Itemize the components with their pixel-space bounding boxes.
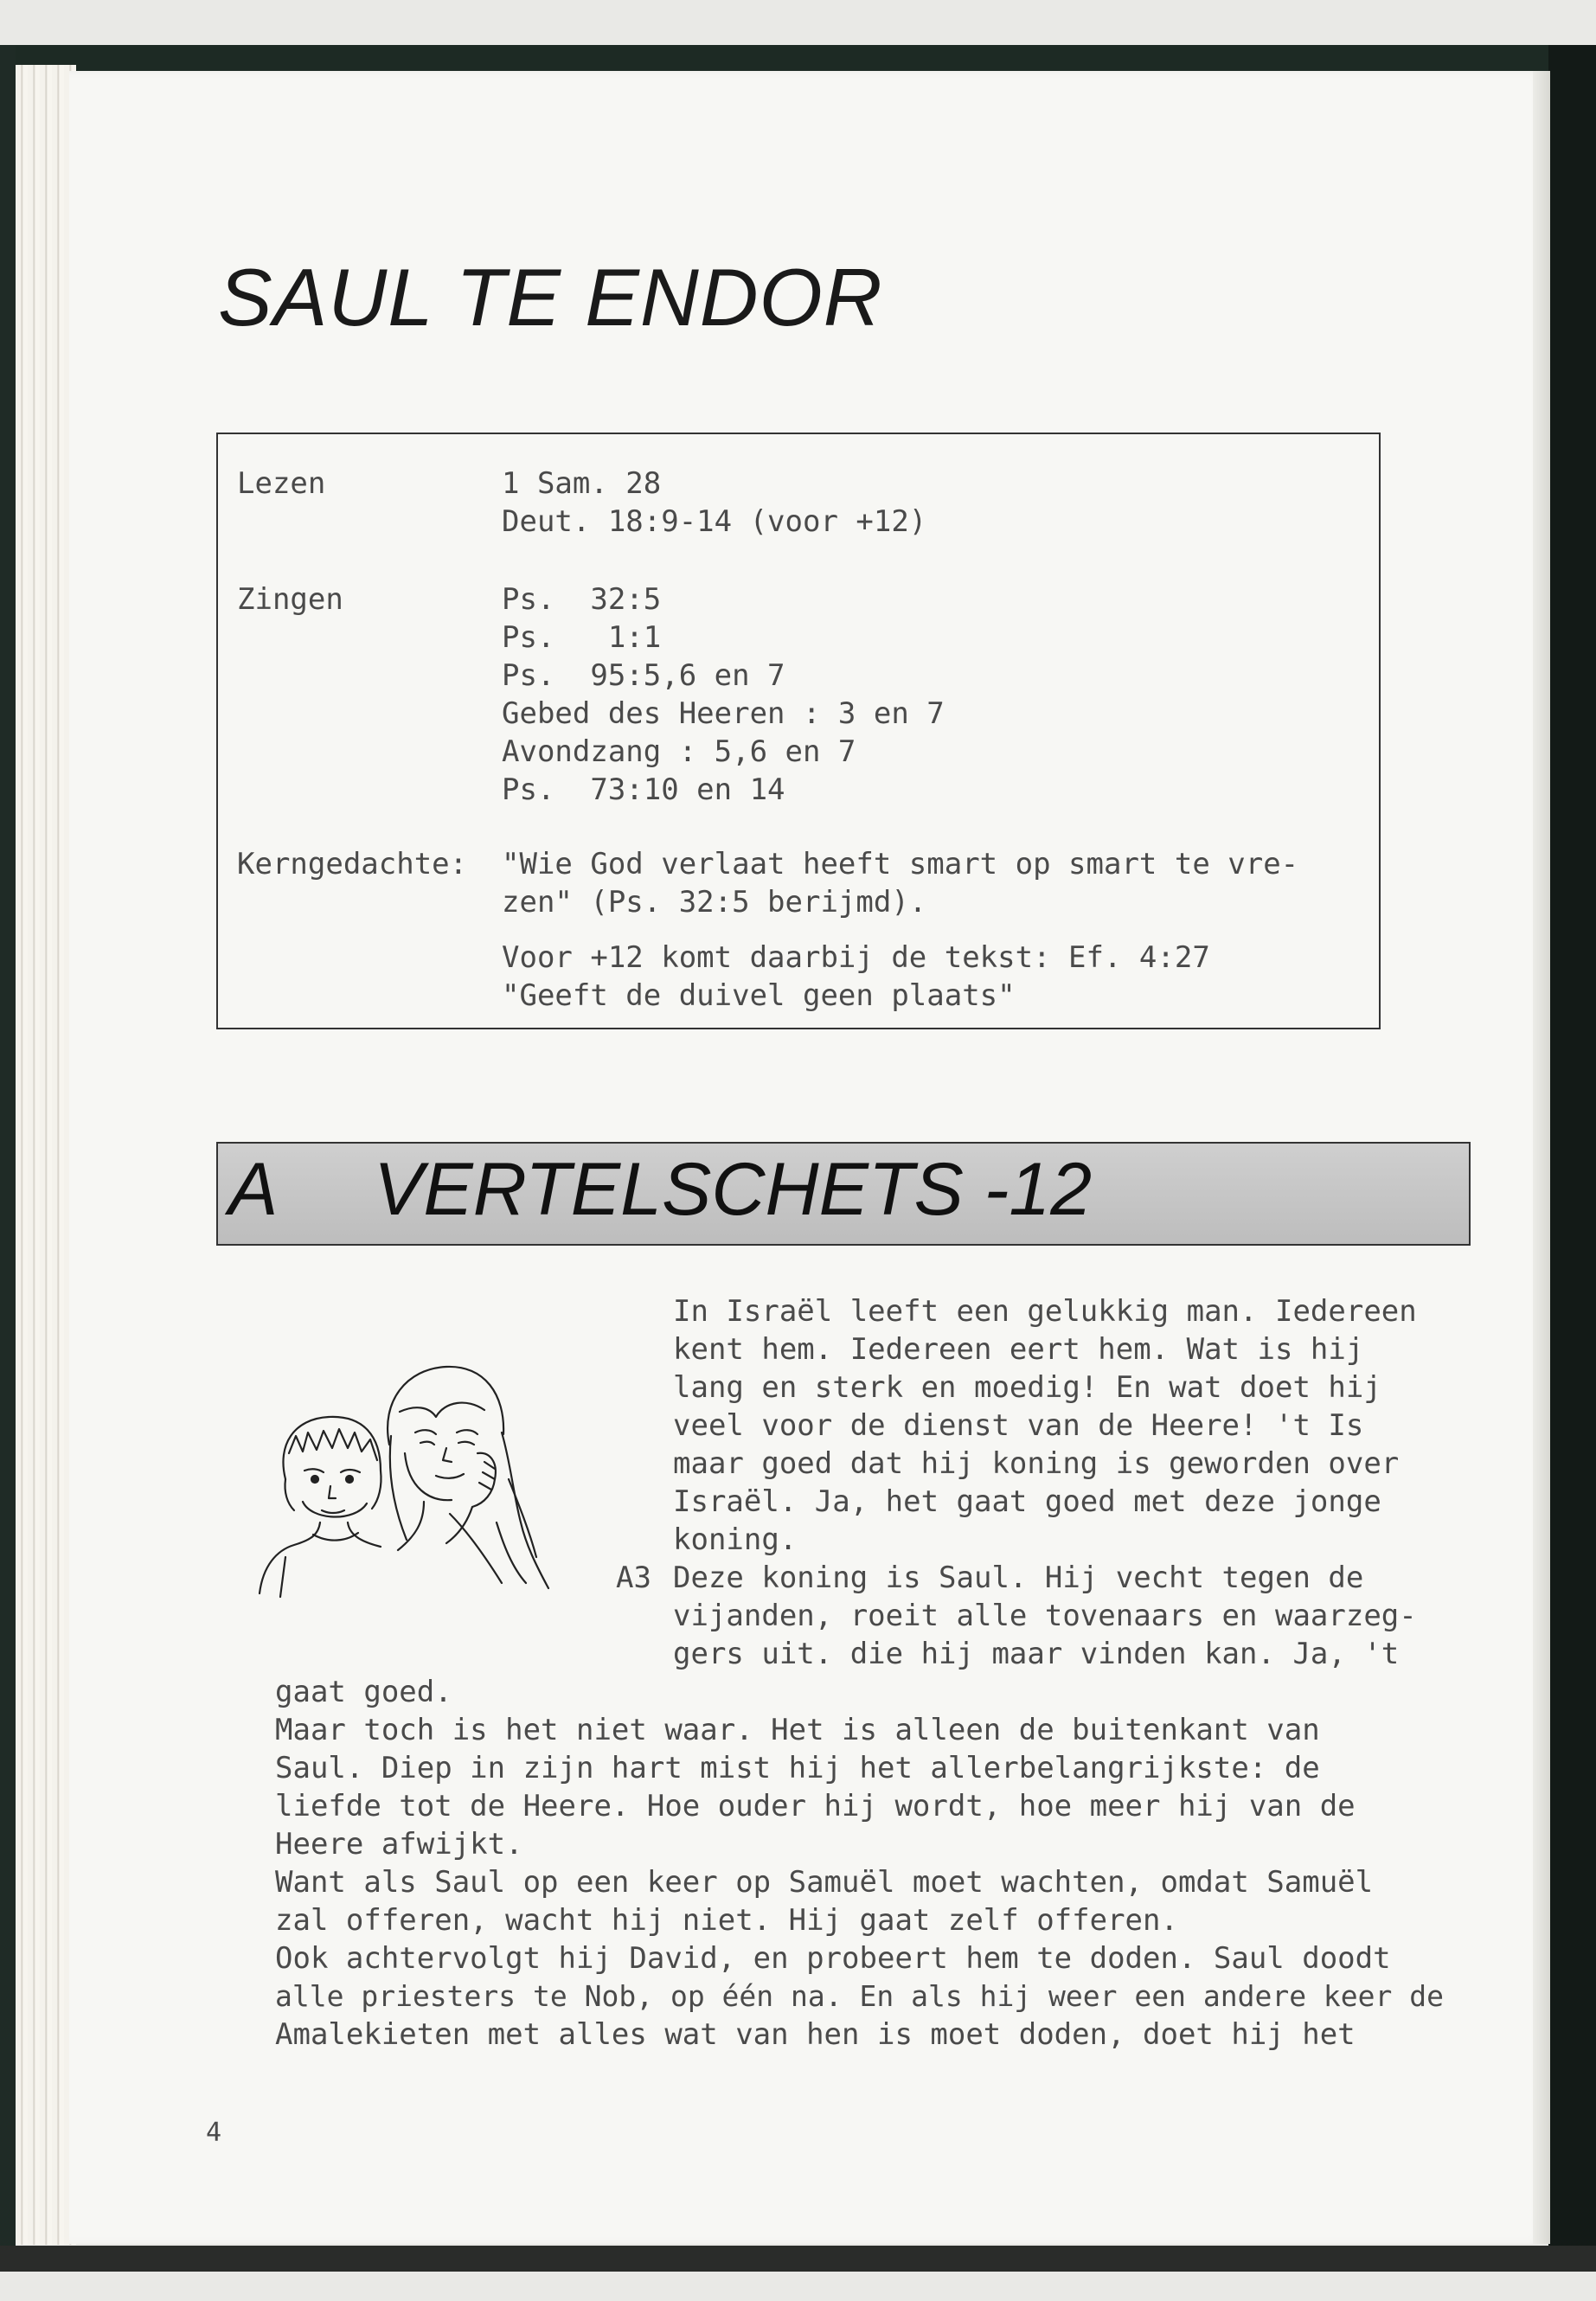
- text-line: maar goed dat hij koning is geworden over: [673, 1446, 1400, 1481]
- lezen-label: Lezen: [237, 466, 326, 501]
- children-illustration: [251, 1349, 562, 1600]
- extra-text: "Geeft de duivel geen plaats": [502, 978, 1016, 1013]
- zingen-item: Ps. 95:5,6 en 7: [502, 658, 785, 693]
- text-line: gers uit. die hij maar vinden kan. Ja, 't: [673, 1637, 1400, 1671]
- text-line: Heere afwijkt.: [275, 1827, 523, 1862]
- text-line: Maar toch is het niet waar. Het is alleen de buitenkant van: [275, 1713, 1320, 1747]
- kern-label: Kerngedachte:: [237, 847, 468, 881]
- section-header: [216, 1142, 1471, 1246]
- kern-text: zen" (Ps. 32:5 berijmd).: [502, 885, 927, 920]
- text-line: Want als Saul op een keer op Samuël moet wachten, omdat Samuël: [275, 1865, 1374, 1900]
- text-line: vijanden, roeit alle tovenaars en waarzeg-: [673, 1599, 1417, 1633]
- zingen-item: Ps. 32:5: [502, 582, 662, 617]
- text-line: lang en sterk en moedig! En wat doet hij: [673, 1370, 1381, 1405]
- zingen-item: Ps. 73:10 en 14: [502, 772, 785, 807]
- margin-reference: A3: [616, 1561, 651, 1595]
- text-line: In Israël leeft een gelukkig man. Iedereen: [673, 1294, 1417, 1329]
- book-cover-bottom: [0, 2246, 1596, 2272]
- book-cover-right: [1548, 45, 1596, 2259]
- text-line: kent hem. Iedereen eert hem. Wat is hij: [673, 1332, 1364, 1367]
- kern-text: "Wie God verlaat heeft smart op smart te vre-: [502, 847, 1299, 881]
- page-title: SAUL TE ENDOR: [218, 252, 883, 343]
- section-title: VERTELSCHETS -12: [374, 1148, 1093, 1231]
- text-line: Ook achtervolgt hij David, en probeert hem te doden. Saul doodt: [275, 1941, 1391, 1976]
- page-edges: [16, 65, 76, 2245]
- zingen-item: Gebed des Heeren : 3 en 7: [502, 696, 945, 731]
- zingen-label: Zingen: [237, 582, 343, 617]
- book-cover-left: [0, 45, 16, 2259]
- lezen-item: Deut. 18:9-14 (voor +12): [502, 504, 927, 539]
- text-line: gaat goed.: [275, 1675, 452, 1709]
- text-line: veel voor de dienst van de Heere! 't Is: [673, 1408, 1364, 1443]
- text-line: Saul. Diep in zijn hart mist hij het allerbelangrijkste: de: [275, 1751, 1320, 1785]
- text-line: Amalekieten met alles wat van hen is moet doden, doet hij het: [275, 2017, 1356, 2052]
- page-gutter: [1533, 71, 1550, 2244]
- text-line: alle priesters te Nob, op één na. En als hij weer een andere keer de: [275, 1979, 1445, 2013]
- section-letter: A: [228, 1148, 279, 1231]
- book-cover-top: [0, 45, 1596, 74]
- zingen-item: Ps. 1:1: [502, 620, 662, 655]
- page-number: 4: [206, 2118, 222, 2148]
- text-line: zal offeren, wacht hij niet. Hij gaat zelf offeren.: [275, 1903, 1178, 1938]
- text-line: Deze koning is Saul. Hij vecht tegen de: [673, 1561, 1364, 1595]
- text-line: koning.: [673, 1522, 798, 1557]
- lezen-item: 1 Sam. 28: [502, 466, 662, 501]
- text-line: Israël. Ja, het gaat goed met deze jonge: [673, 1484, 1381, 1519]
- extra-text: Voor +12 komt daarbij de tekst: Ef. 4:27: [502, 940, 1210, 975]
- info-box: [216, 433, 1381, 1029]
- text-line: liefde tot de Heere. Hoe ouder hij wordt, hoe meer hij van de: [275, 1789, 1356, 1823]
- zingen-item: Avondzang : 5,6 en 7: [502, 734, 856, 769]
